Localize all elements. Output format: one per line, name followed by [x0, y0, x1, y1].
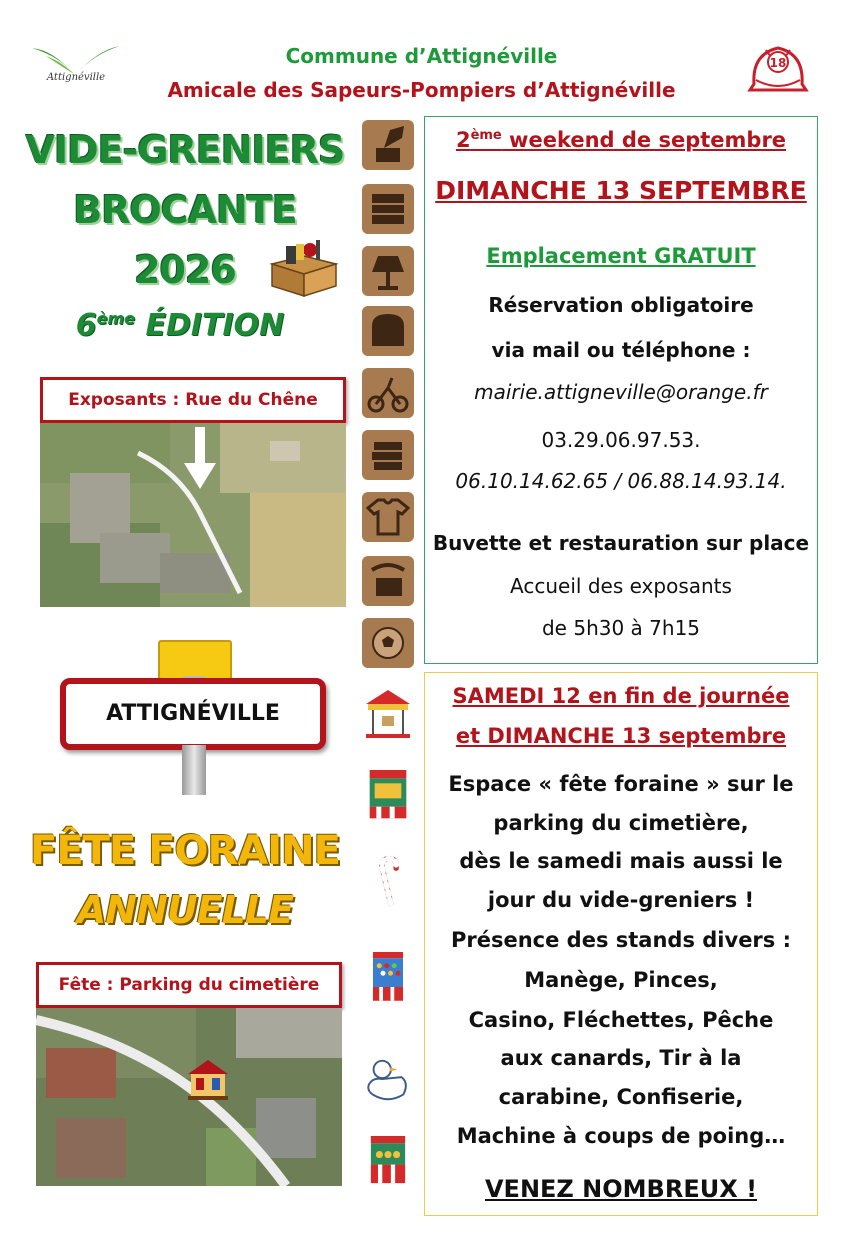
title-year: 2026	[134, 248, 236, 292]
amicale-title: Amicale des Sapeurs-Pompiers d’Attignéville	[167, 78, 676, 102]
weekend-heading: 2ème weekend de septembre	[455, 128, 787, 152]
buvette-text: Buvette et restauration sur place	[432, 531, 810, 555]
title-fete-foraine: FÊTE FORAINE	[30, 828, 340, 874]
fete-line: Espace « fête foraine » sur le	[448, 772, 794, 796]
fete-line: Manège, Pinces,	[524, 968, 718, 992]
venez-nombreux: VENEZ NOMBREUX !	[484, 1175, 758, 1203]
game-stand-icon	[362, 770, 414, 820]
logo-text: Attignéville	[46, 72, 106, 83]
gramophone-icon	[362, 120, 414, 170]
carousel-icon	[362, 688, 414, 738]
box-of-items-icon	[266, 236, 342, 298]
helmet-number: 18	[769, 56, 787, 70]
samedi-heading-2: et DIMANCHE 13 septembre	[455, 724, 787, 748]
lamp-icon	[362, 246, 414, 296]
fete-line: parking du cimetière,	[493, 811, 749, 835]
email-link[interactable]: mairie.attigneville@orange.fr	[474, 380, 768, 404]
edition-label: 6ème ÉDITION	[75, 308, 285, 343]
duck-icon	[362, 1056, 414, 1106]
balloon-stand-icon	[362, 952, 414, 1002]
tricycle-icon	[362, 368, 414, 418]
title-vide-greniers: VIDE-GRENIERS	[25, 128, 345, 172]
exposants-label: Exposants : Rue du Chêne	[40, 377, 346, 423]
fete-line: Casino, Fléchettes, Pêche	[468, 1008, 774, 1032]
title-annuelle: ANNUELLE	[76, 888, 294, 932]
accueil-text-1: Accueil des exposants	[510, 574, 732, 598]
fete-line: Présence des stands divers :	[451, 928, 791, 952]
phone-1[interactable]: 03.29.06.97.53.	[541, 428, 701, 452]
fete-line: Machine à coups de poing…	[456, 1124, 786, 1148]
sign-pole	[182, 745, 206, 795]
books-icon	[362, 430, 414, 480]
commune-title: Commune d’Attignéville	[285, 44, 558, 68]
aerial-map-parking-cimetiere	[36, 1008, 342, 1186]
emplacement-gratuit: Emplacement GRATUIT	[486, 244, 756, 268]
firefighter-helmet-icon	[746, 40, 810, 100]
dimanche-heading: DIMANCHE 13 SEPTEMBRE	[435, 176, 807, 205]
armchair-icon	[362, 306, 414, 356]
telephone-icon	[362, 556, 414, 606]
duck-shoot-stand-icon	[362, 1136, 414, 1186]
town-sign: ATTIGNÉVILLE	[60, 678, 326, 750]
fete-label: Fête : Parking du cimetière	[36, 962, 342, 1008]
title-brocante: BROCANTE	[73, 188, 297, 232]
reservation-text: Réservation obligatoire	[488, 293, 754, 317]
fete-line: aux canards, Tir à la	[500, 1046, 742, 1070]
tshirt-icon	[362, 492, 414, 542]
accueil-text-2: de 5h30 à 7h15	[541, 616, 701, 640]
fete-line: jour du vide-greniers !	[487, 888, 755, 912]
fete-line: carabine, Confiserie,	[498, 1085, 744, 1109]
sign-top-panel	[158, 640, 232, 680]
phone-2[interactable]: 06.10.14.62.65 / 06.88.14.93.14.	[455, 469, 787, 493]
dresser-icon	[362, 184, 414, 234]
candy-cane-icon	[362, 856, 414, 906]
football-icon	[362, 618, 414, 668]
via-text: via mail ou téléphone :	[491, 338, 751, 362]
fete-line: dès le samedi mais aussi le	[459, 849, 783, 873]
samedi-heading-1: SAMEDI 12 en fin de journée	[452, 684, 790, 708]
aerial-map-rue-du-chene	[40, 423, 346, 607]
